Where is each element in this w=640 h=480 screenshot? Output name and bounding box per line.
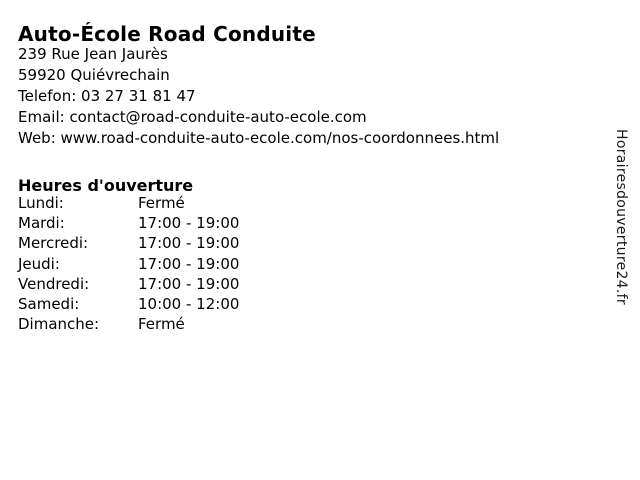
opening-hours-table [18, 193, 239, 334]
opening-hours-heading: Heures d'ouverture [18, 176, 194, 196]
day-label: Vendredi: [18, 274, 90, 293]
table-row [18, 193, 239, 213]
hours-value: 17:00 - 19:00 [138, 234, 240, 253]
table-row [18, 274, 239, 294]
contact-info-block [18, 44, 499, 149]
table-row [18, 294, 239, 314]
table-row [18, 213, 239, 233]
hours-value: 17:00 - 19:00 [138, 274, 240, 293]
day-label: Samedi: [18, 295, 80, 314]
hours-value: 17:00 - 19:00 [138, 214, 240, 233]
hours-value: Fermé [138, 194, 185, 212]
business-name-title: Auto-École Road Conduite [18, 22, 316, 47]
table-row [18, 233, 239, 253]
hours-value: Fermé [138, 315, 185, 334]
day-label: Jeudi: [18, 254, 60, 273]
day-label: Dimanche: [18, 315, 100, 334]
address-street: 239 Rue Jean Jaurès [18, 45, 168, 63]
web-line: Web: www.road-conduite-auto-ecole.com/nos-coordonnees.html [18, 129, 500, 147]
email-line: Email: contact@road-conduite-auto-ecole.com [18, 108, 367, 126]
site-watermark: Horairesdouverture24.fr [613, 129, 629, 305]
day-label: Mercredi: [18, 234, 89, 253]
table-row [18, 314, 239, 334]
table-row [18, 254, 239, 274]
day-label: Lundi: [18, 194, 64, 212]
day-label: Mardi: [18, 214, 65, 233]
hours-value: 17:00 - 19:00 [138, 254, 240, 273]
hours-value: 10:00 - 12:00 [138, 295, 240, 314]
phone-line: Telefon: 03 27 31 81 47 [18, 87, 196, 105]
address-city: 59920 Quiévrechain [18, 66, 170, 84]
